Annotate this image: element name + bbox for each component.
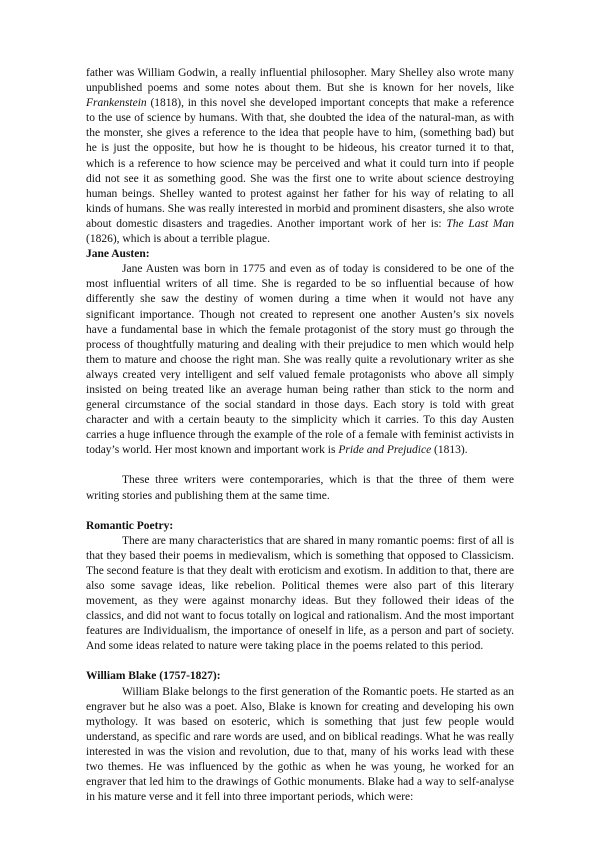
william-blake-heading: William Blake (1757-1827): [86, 670, 221, 683]
book-title-frankenstein: Frankenstein [86, 97, 147, 110]
william-blake-paragraph: William Blake belongs to the first generation of the Romantic poets. He started as an engraver but he also was a poet. Also, Blake is known for creating and developing his own mythology. It was based on esoteric, which is something that just few people would understand, as specific and rare words are used, and on biblical readings. What he was really interested in was the vision and revolution, due to that, many of his works lead with these two themes. He was influenced by the gothic as when he was young, he worked for an engraver that led him to the drawings of Gothic monuments. Blake had a way to self-analyse in his mature verse and it fell into three important periods, which were: [86, 685, 514, 804]
paragraph-text: (1813). [431, 444, 468, 457]
paragraph-text: (1818), in this novel she developed important concepts that make a reference to the use of science by humans. With that, she doubted the idea of the natural-man, as with the monster, she gives a reference to the idea that people have to him, (something bad) but he is just the opposite, but how he is thought to be hideous, his creator turned it to that, which is a reference to how science may be perceived and what it could turn into if people did not see it as something good. She was the first one to write about science destroying human beings. Shelley wanted to protest against her father for his way of relating to all kinds of humans. She was really interested in morbid and prominent disasters, she also wrote about domestic disasters and tragedies. Another important work of her is: [86, 97, 514, 230]
romantic-poetry-heading: Romantic Poetry: [86, 519, 174, 532]
book-title-last-man: The Last Man [446, 217, 514, 230]
jane-austen-paragraph [86, 262, 514, 458]
paragraph-text: (1826), which is about a terrible plague. [86, 233, 270, 246]
paragraph-text: father was William Godwin, a really influential philosopher. Mary Shelley also wrote many unpublished poems and some notes about them. But she is known for her novels, like [86, 67, 514, 95]
paragraph-text: Jane Austen was born in 1775 and even as of today is considered to be one of the most influential writers of all time. She is regarded to be so influential because of how differently she saw the destiny of women during a time when it would not have any significant importance. Though not created to represent one another Austen’s six novels have a fundamental base in which the female protagonist of the story must go through the process of thoughtfully maturing and dealing with their prejudice to men which would help them to mature and choose the right man. She was really quite a revolutionary writer as she always created very intelligent and self valued female protagonists who above all simply insisted on being treated like an average human being rather than stick to the norm and general circumstance of the social standard in those days. Each story is told with great character and with a certain beauty to the simplicity which it carries. To this day Austen carries a huge influence through the example of the role of a female with feminist activists in today’s world. Her most known and important work is [86, 263, 514, 457]
romantic-poetry-paragraph: There are many characteristics that are shared in many romantic poems: first of all is that they based their poems in medievalism, which is something that opposed to Classicism. The second feature is that they dealt with eroticism and exotism. In addition to that, there are also some savage ideas, like rebelion. Political themes were also part of this literary movement, as they were against monarchy ideas. But they followed their ideas of the classics, and did not want to focus totally on logical and rationalism. And the most important features are Individualism, the importance of oneself in life, as a person and part of society. And some ideas related to nature were taking place in the poems related to this period. [86, 534, 514, 653]
book-title-pride-prejudice: Pride and Prejudice [338, 444, 432, 457]
mary-shelley-paragraph [86, 66, 514, 247]
contemporaries-paragraph: These three writers were contemporaries, which is that the three of them were writing stories and publishing them at the same time. [86, 474, 514, 502]
jane-austen-heading: Jane Austen: [86, 248, 150, 261]
